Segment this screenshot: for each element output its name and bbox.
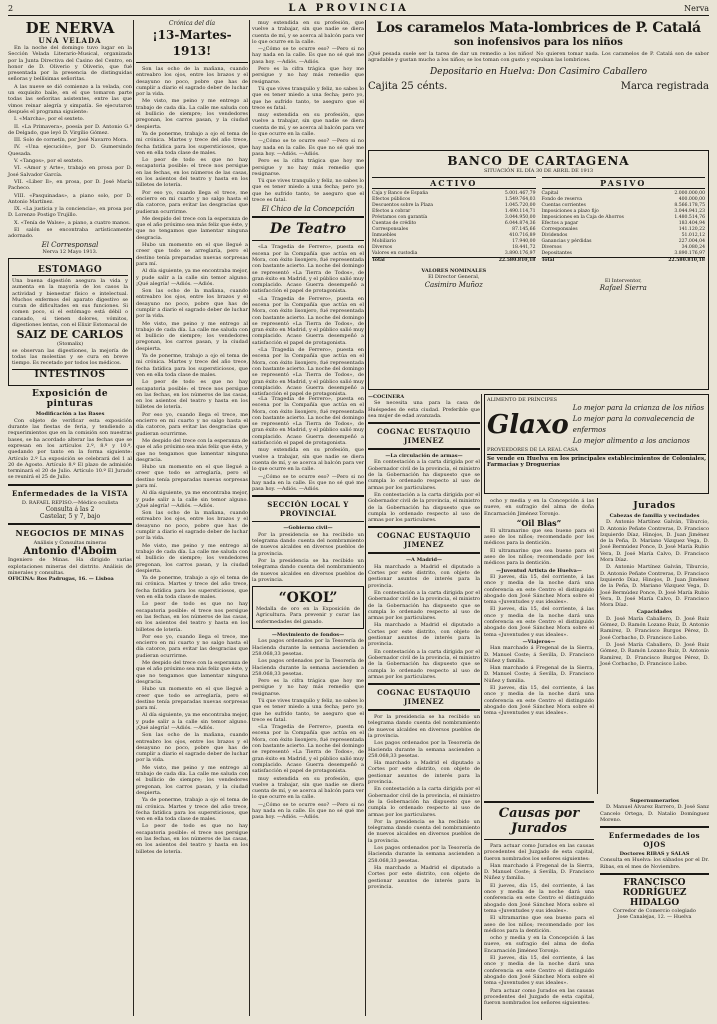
account-label: Cuentas corrientes <box>541 203 586 208</box>
ad-subtitle: son inofensivos para los niños <box>454 37 623 48</box>
paragraph: D. Antonio Martínez Galván, Tiburcio, D. Antonio Peñate Contreras, D. Francisco Izquierdo Díaz, Hinojos, D. Juan Jiménez de la Peña, D. Mariano Vázquez Vega, D. José Bermúdez Ponce, D. José María Rubio Vera, D. José María Calvo, D. Francisco Mora Díaz. <box>600 519 709 564</box>
account-label: Total <box>372 258 385 263</box>
causas-section <box>484 798 594 1020</box>
paragraph: —¿Cómo se te ocurre eso? —Pero si no hay nada en la calle. Es que no sé qué me pasa hoy. —Adiós. —Adiós. <box>252 138 364 157</box>
column-1 <box>8 20 132 1016</box>
paragraph: Me visto, me peino y me entrego al trabajo de cada día. La calle me saluda con el bullicio de siempre; los vendedores pregonan, los carros pasan, y la ciudad despierta. <box>136 320 248 352</box>
account-label: Ganancias y pérdidas <box>541 239 592 244</box>
ad-cognac: COGNAC EUSTAQUIO JIMENEZ <box>377 688 471 707</box>
ad-title: Enfermedades de los OJOS <box>608 831 701 850</box>
paragraph: Para actuar como Jurados en las causas procedentes del Juzgado de esta capital, fueron nombrados los señores siguientes: <box>484 843 594 862</box>
account-value: 8.566.178,75 <box>674 203 705 208</box>
account-value: 183.404,94 <box>678 221 705 226</box>
account-value: 1.549.764,03 <box>504 197 536 202</box>
paragraph: El ultramarino que sea bueno para el aseo de los niños; recomendado por los médicos para la dentición. <box>484 547 594 567</box>
paragraph: Son las ocho de la mañana, cuando entreabro los ojos, entre los brazos y el desayuno no poco, pobre que has de cumplir a diario el sagrado deber de luchar por la vida. <box>136 732 248 764</box>
signature-name: Rafael Sierra <box>599 284 647 293</box>
article-title: Exposición de pinturas <box>31 389 109 410</box>
account-value: 5.001.467,79 <box>504 191 536 196</box>
table-row <box>372 258 536 265</box>
paragraph: En contestación a la carta dirigida por el Gobernador civil de la provincia, el ministro de la Gobernación ha dispuesto que se cumpla lo ordenado respecto al uso de armas por los particulares. <box>368 786 480 818</box>
paragraph: Por la presidencia se ha recibido un telegrama dando cuenta del nombramiento de nuevos alcaldes en diversos pueblos de la provincia. <box>252 531 364 557</box>
program-item: VIII. «Pasquinadas», a piano solo, por D. Antonio Martínez. <box>8 192 132 205</box>
paragraph: Al día siguiente, ya me encontraba mejor, y pude salir a la calle sin temor alguno. ¡Qué alegría! —Adiós. —Adiós. <box>136 490 248 509</box>
activo-table <box>372 191 536 264</box>
account-value: 1.490.114,71 <box>504 209 536 214</box>
paragraph: Tú que vives tranquilo y feliz, no sabes lo que es tener miedo a una fecha; pero yo, que he sufrido tanto, te aseguro que el trece es fatal. <box>252 178 364 204</box>
paragraph: muy extendida en su profesión, que vuelve a trabajar, sin que nadie se diera cuenta de mí, y se acerca al balcón para ver lo que ocurre en la calle. <box>252 112 364 138</box>
paragraph: El jueves, día 15, del corriente, á las once y media de la noche dará una conferencia en este Centro el distinguido abogado don José Sánchez Mora sobre el tema «Juventudes y sus ideales». <box>484 573 594 606</box>
paragraph: Son las ocho de la mañana, cuando entreabro los ojos, entre los brazos y el desayuno no poco, pobre que has de cumplir a diario el sagrado deber de luchar por la vida. <box>136 66 248 98</box>
article-subtitle: UNA VELADA <box>38 36 102 45</box>
account-label: Depositantes <box>541 251 572 256</box>
okol-brand: “OKOL” <box>278 590 338 607</box>
paragraph: El jueves, día 15, del corriente, á las once y media de la noche dará una conferencia en este Centro el distinguido abogado don José Sánchez Mora sobre el tema «Juventudes y sus ideales». <box>484 955 594 987</box>
paragraph: —¿Cómo se te ocurre eso? —Pero si no hay nada en la calle. Es que no sé qué me pasa hoy. —Adiós. —Adiós. <box>252 46 364 65</box>
paragraph: Por la presidencia se ha recibido un telegrama dando cuenta del nombramiento de nuevos alcaldes en diversos pueblos de la provincia. <box>368 818 480 844</box>
paper-name: LA PROVINCIA <box>288 3 409 14</box>
account-value: 227.004,04 <box>678 239 705 244</box>
caramelos-ad <box>368 20 709 146</box>
column-6-lower <box>600 798 709 1020</box>
paragraph: Han marchado á Fregenal de la Sierra, D. Manuel Coste; á Sevilla, D. Francisco Núñez y familia. <box>484 645 594 664</box>
paragraph: El ultramarino que sea bueno para el aseo de los niños; recomendado por los médicos para la dentición. <box>484 915 594 934</box>
ad-footer: INTESTINOS <box>12 369 128 380</box>
account-label: Fondo de reserva <box>541 197 582 202</box>
account-value: 400.000,00 <box>678 197 705 202</box>
column-2 <box>136 20 248 1016</box>
account-label: Inmuebles <box>372 233 397 238</box>
ad-sale: Se vende en Huelva en los principales establecimientos de Coloniales, Farmacias y Droguerías <box>487 455 706 468</box>
paragraph: «La Tragedia de Ferrero», puesta en escena por la Compañía que actúa en el Mora, con éxito lisonjero, fué representada con bastante acierto. La noche del domingo se representó «La Tierra de Todos», de gran éxito en Madrid, y el público salió muy complacido. Acaso Guerra desempeñó a satisfacción el papel de protagonista. <box>252 724 364 775</box>
account-label: Diversos <box>372 245 393 250</box>
ad-title: NEGOCIOS DE MINAS <box>15 528 125 539</box>
table-row <box>542 258 706 265</box>
paragraph: Ha marchado a Madrid el diputado a Cortes por este distrito, con objeto de gestionar asuntos de interés para la provincia. <box>368 622 480 648</box>
paragraph: Ha marchado a Madrid el diputado a Cortes por este distrito, con objeto de gestionar asuntos de interés para la provincia. <box>368 864 480 890</box>
paragraph: Ya de ponerme, trabajo a ojo el tema de mi crónica. Martes y trece del año trece, fecha fatídica para los supersticiosos, que ven en ella toda clase de males. <box>136 353 248 378</box>
program-item: V. «Tangos», por el sexteto. <box>14 158 84 165</box>
ad-line: Consulta á las 2 <box>45 506 95 514</box>
paragraph: Lo peor de todo es que no hay escapatoria posible: el trece nos persigue en las fechas, en los números de las casas, en los asientos del teatro y hasta en los billetes de lotería. <box>136 379 248 411</box>
paragraph: Al día siguiente, ya me encontraba mejor, y pude salir a la calle sin temor alguno. ¡Qué alegría! —Adiós. —Adiós. <box>136 712 248 731</box>
account-label: Préstamos con garantía <box>372 215 428 220</box>
subhead: Supernumerarios <box>630 798 679 804</box>
paragraph: Hubo un momento en el que llegué a creer que todo se arreglaría, pero el destino tenía preparadas nuevas sorpresas para mí. <box>136 464 248 489</box>
valores-label: VALORES NOMINALES <box>421 268 487 274</box>
ad-name: Antonio d'Aboim <box>23 546 117 558</box>
subhead: —A Madrid— <box>406 557 442 564</box>
brand-sub: (Stomalix) <box>56 341 84 348</box>
paragraph: Me visto, me peino y me entrego al trabajo de cada día. La calle me saluda con el bullicio de siempre; los vendedores pregonan, los carros pasan, y la ciudad despierta. <box>136 542 248 574</box>
ad-title: ESTOMAGO <box>12 265 128 276</box>
estomago-ad <box>8 258 132 387</box>
account-label: Imposiciones en la Caja de Ahorros <box>541 215 624 220</box>
paragraph: Me despido del trece con la esperanza de que el año próximo sea más feliz que éste, y que no tengamos que lamentar ninguna desgracia. <box>136 215 248 241</box>
column-rule <box>249 20 250 1016</box>
ad-body: ¡Qué pesada suele ser la tarea de dar un remedio a los niños! No quieren tomar nada. Los caramelos de P. Catalá son de sabor agradable y gustan mucho a los niños; se los toman con gusto y expulsan las lombrices. <box>368 51 709 64</box>
ad-cognac: COGNAC EUSTAQUIO JIMENEZ <box>377 531 471 550</box>
article-title: DE NERVA <box>25 19 115 37</box>
paragraph: Por la presidencia se ha recibido un telegrama dando cuenta del nombramiento de nuevos alcaldes en diversos pueblos de la provincia. <box>368 714 480 739</box>
account-label: Descuentos sobre la Plaza <box>372 203 433 208</box>
account-label: Valores en custodia <box>372 251 418 256</box>
account-label: Corresponsales <box>372 227 409 232</box>
ad-line: Castelar, 5 y 7, bajo <box>39 513 101 521</box>
paragraph: El jueves, día 15, del corriente, á las once y media de la noche dará una conferencia en este Centro el distinguido abogado don José Sánchez Mora sobre el tema «Juventudes y sus ideales». <box>484 685 594 717</box>
program-item: IV. «Una ejecución», por D. Gumersindo Quesada. <box>8 144 132 157</box>
paragraph: Lo peor de todo es que no hay escapatoria posible: el trece nos persigue en las fechas, en los números de las casas, en los asientos del teatro y hasta en los billetes de lotería. <box>136 601 248 633</box>
paragraph: «La Tragedia de Ferrero», puesta en escena por la Compañía que actúa en el Mora, con éxito lisonjero, fué representada con bastante acierto. La noche del domingo se representó «La Tierra de Todos», de gran éxito en Madrid, y el público salió muy complacido. Acaso Guerra desempeñó a satisfacción el papel de protagonista. <box>252 396 364 447</box>
paragraph: Al día siguiente, ya me encontraba mejor, y pude salir a la calle sin temor alguno. ¡Qué alegría! —Adiós. —Adiós. <box>136 268 248 287</box>
column-3-lower <box>252 396 364 1020</box>
page-number: 2 <box>8 4 14 13</box>
paragraph: Son las ocho de la mañana, cuando entreabro los ojos, entre los brazos y el desayuno no poco, pobre que has de cumplir a diario el sagrado deber de luchar por la vida. <box>136 510 248 542</box>
paragraph: En contestación a la carta dirigida por el Gobernador civil de la provincia, el ministro de la Gobernación ha dispuesto que se cumpla lo ordenado respecto al uso de armas por los particulares. <box>368 648 480 680</box>
subhead: —Juventud Artista de Huelva— <box>496 567 582 574</box>
ad-strap: ALIMENTO DE PRÍNCIPES <box>487 397 558 403</box>
ad-depot: Depositario en Huelva: Don Casimiro Caballero <box>429 66 648 77</box>
program-item: III. Solo de cornetín, por José Navarro Mora. <box>14 137 128 144</box>
account-value: 51.012,12 <box>681 233 705 238</box>
column-rule <box>481 394 482 1020</box>
subhead: —Viajeros— <box>522 638 556 645</box>
brand-name: SAIZ DE CARLOS <box>16 328 124 342</box>
ad-provider: PROVEEDORES DE LA REAL CASA <box>487 447 578 454</box>
account-value: 34.080,24 <box>681 245 705 250</box>
ad-line: D. RAFAEL REPISO.—Médico oculista <box>21 499 119 506</box>
account-value: 3.044.941,23 <box>674 209 705 214</box>
account-value: 6.044.874,36 <box>504 221 536 226</box>
account-label: Efectos a pagar <box>541 221 579 226</box>
ad-line: Lo mejor alimento a los ancianos <box>572 437 690 446</box>
paragraph: muy extendida en su profesión, que vuelve a trabajar, sin que nadie se diera cuenta de mí, y se acerca al balcón para ver lo que ocurre en la calle. <box>252 447 364 473</box>
column-6 <box>600 498 709 794</box>
masthead-right: Nerva <box>684 4 709 13</box>
account-value: 1.480.514,76 <box>674 215 705 220</box>
paragraph: Pero es la cifra trágica que hoy me persigue y no hay más remedio que resignarse. <box>252 678 364 697</box>
paragraph: Se necesita una para la casa de Huéspedes de esta ciudad. Preferible que sea mujer de edad avanzada. <box>368 400 480 419</box>
subhead: —Gobierno civil— <box>283 525 333 532</box>
subhead: —La circulación de armas— <box>385 453 463 460</box>
ad-body: Una buena digestión asegura la vida y aumenta en la mayoría de los casos la actividad y bienestar físico e intelectual. Muchos enfermos del aparato digestivo se curan de dificultades en sus funciones. Si comen poco, si el estómago está débil o cansado, si tienen dolores, vómitos, digestiones lentas, con el Elixir Estomacal de <box>12 277 128 328</box>
paragraph: Me visto, me peino y me entrego al trabajo de cada día. La calle me saluda con el bullicio de siempre; los vendedores pregonan, los carros pasan, y la ciudad despierta. <box>136 764 248 796</box>
ad-body: Medalla de oro en la Exposición de Agricultura. Para prevenir y curar las enfermedades del ganado. <box>256 606 360 625</box>
paragraph: Por la presidencia se ha recibido un telegrama dando cuenta del nombramiento de nuevos alcaldes en diversos pueblos de la provincia. <box>252 557 364 583</box>
paragraph: muy extendida en su profesión, que vuelve a trabajar, sin que nadie se diera cuenta de mí, y se acerca al balcón para ver lo que ocurre en la calle. <box>252 20 364 45</box>
program-item: IX. «La justicia y la conciencia», en prosa por D. Lorenzo Postigo Trujillo. <box>8 206 132 219</box>
paragraph: Ya de ponerme, trabajo a ojo el tema de mi crónica. Martes y trece del año trece, fecha fatídica para los supersticiosos, que ven en ella toda clase de males. <box>136 575 248 601</box>
paragraph: El jueves, día 15, del corriente, á las once y media de la noche dará una conferencia en este Centro el distinguido abogado don José Sánchez Mora sobre el tema «Juventudes y sus ideales». <box>484 882 594 914</box>
paragraph: Lo peor de todo es que no hay escapatoria posible: el trece nos persigue en las fechas, en los números de las casas, en los asientos del teatro y hasta en los billetes de lotería. <box>136 823 248 855</box>
paragraph: Con objeto de verificar esta exposición durante las fiestas de feria, y tendiendo a requerimientos que en la comisión son nuestras bases, se ha acordado alterar las fechas que se expresan en los artículos 2.º, 8.º y 10.º, quedando por tanto en la forma siguiente: Artículo 2.º La exposición se celebrará del 1 al 20 de Agosto. Artículo 8.º El plazo de admisión terminará el 20 de Julio. Artículo 10.º El Jurado se reunirá el 25 de Julio. <box>8 417 132 481</box>
ad-line: Jose Canalejas, 12. — Huelva <box>617 914 692 921</box>
pasivo-header: PASIVO <box>542 177 706 189</box>
ad-line: OFICINA: Ros Padrugas, 16. — Lisboa <box>8 576 114 583</box>
paragraph: Hubo un momento en el que llegué a creer que todo se arreglaría, pero el destino tenía preparadas nuevas sorpresas para mí. <box>136 686 248 712</box>
paragraph: Ha marchado a Madrid el diputado a Cortes por este distrito, con objeto de gestionar asuntos de interés para la provincia. <box>368 760 480 786</box>
signature-name: Casimiro Muñoz <box>424 280 483 289</box>
account-label: Diversos <box>541 245 562 250</box>
account-value: 141.120,22 <box>678 227 705 232</box>
account-value: 18.441,72 <box>512 245 536 250</box>
paragraph: En contestación a la carta dirigida por el Gobernador civil de la provincia, el ministro de la Gobernación ha dispuesto que se cumpla lo ordenado respecto al uso de armas por los particulares. <box>368 491 480 524</box>
signature: El Corresponsal <box>41 240 99 249</box>
program-item: VI. «Amor y Arte», trabajo en prosa por D. José Salvador García. <box>8 165 132 178</box>
account-value: 22.580.810,18 <box>498 258 536 263</box>
ad-name: FRANCISCO RODRÍGUEZ HIDALGO <box>622 878 687 909</box>
paragraph: Hubo un momento en el que llegué a creer que todo se arreglaría, pero el destino tenía preparadas nuevas sorpresas para mí. <box>136 242 248 267</box>
lower-right <box>484 498 709 1020</box>
column-3 <box>252 20 364 398</box>
masthead <box>8 2 709 16</box>
paragraph: Han marchado á Fregenal de la Sierra, D. Manuel Coste; á Sevilla, D. Francisco Núñez y familia. <box>484 862 594 882</box>
glaxo-logo: Glaxo <box>487 410 569 441</box>
account-label: Corresponsales <box>541 227 578 232</box>
ad-title: Enfermedades de la VISTA <box>11 488 129 498</box>
ad-line: Lo mejor para la crianza de los niños <box>572 404 705 413</box>
ad-body: se observan las digestiones, la mejoría de todas las molestias y se cura en breve tiempo. Es recetado por todos los médicos. <box>12 347 128 367</box>
section-title: SECCIÓN LOCAL Y PROVINCIAL <box>267 500 349 519</box>
section-title: Causas por Jurados <box>498 806 580 836</box>
account-value: 2.000.000,00 <box>674 191 705 196</box>
paragraph: Para actuar como Jurados en las causas procedentes del Juzgado de esta capital, fueron nombrados los señores siguientes: <box>484 987 594 1007</box>
paragraph: El salón se encontraba artísticamente adornado. <box>8 227 132 240</box>
paragraph: Son las ocho de la mañana, cuando entreabro los ojos, entre los brazos y el desayuno no poco, pobre que has de cumplir a diario el sagrado deber de luchar por la vida. <box>136 288 248 320</box>
paragraph: Me visto, me peino y me entrego al trabajo de cada día. La calle me saluda con el bullicio de siempre; los vendedores pregonan, los carros pasan, y la ciudad despierta. <box>136 98 248 130</box>
paragraph: ocho y media y en la Concepción á las nueve, en sufragio del alma de doña Encarnación Jiménez Toronjo. <box>484 935 594 954</box>
ad-mark: Marca registrada <box>620 80 709 92</box>
account-label: Efectos públicos <box>372 197 411 202</box>
ad-line: Doctores RIBAS y SALAS <box>619 851 690 858</box>
account-value: 3.890.176,97 <box>504 251 536 256</box>
paragraph: Por eso yo, cuando llega el trece, me encierro en mi cuarto y no salgo hasta el día catorce, para evitar las desgracias que pudieran ocurrirme. <box>136 411 248 437</box>
paragraph: A las nueve se dió comienzo a la velada, con un exquisito baile, en el que tomaron parte todas las señoritas asistentes, entre las que vimos reinar alegría y simpatía. Se ejecutaron después el programa siguiente: <box>8 83 132 115</box>
account-label: Efectos a cobrar <box>372 209 411 214</box>
article-subtitle: Modificación a las Bases <box>35 411 105 418</box>
account-value: 1.045.720,00 <box>504 203 536 208</box>
column-rule <box>365 20 366 1016</box>
paragraph: D. Antonio Martínez Galván, Tiburcio, D. Antonio Peñate Contreras, D. Francisco Izquierdo Díaz, Hinojos, D. Juan Jiménez de la Peña, D. Mariano Vázquez Vega, D. José Bermúdez Ponce, D. José María Rubio Vera, D. José María Calvo, D. Francisco Mora Díaz. <box>600 564 709 609</box>
paragraph: En contestación a la carta dirigida por el Gobernador civil de la provincia, el ministro de la Gobernación ha dispuesto que se cumpla lo ordenado respecto al uso de armas por los particulares. <box>368 589 480 622</box>
program-item: I. «Marcha», por el sexteto. <box>14 116 85 123</box>
paragraph: «La Tragedia de Ferrero», puesta en escena por la Compañía que actúa en el Mora, con éxito lisonjero, fué representada con bastante acierto. La noche del domingo se representó «La Tierra de Todos», de gran éxito en Madrid, y el público salió muy complacido. Acaso Guerra desempeñó a satisfacción el papel de protagonista. <box>252 295 364 346</box>
paragraph: ocho y media y en la Concepción á las nueve, en sufragio del alma de doña Encarnación Jiménez Toronjo. <box>484 498 594 517</box>
bank-situation: SITUACIÓN EL DÍA 30 DE ABRIL DE 1913 <box>483 168 594 174</box>
subhead: Capacidades <box>636 609 673 616</box>
subhead: —COCINERA <box>368 394 405 400</box>
section-title: Jurados <box>633 501 676 511</box>
paragraph: —¿Cómo se te ocurre eso? —Pero si no hay nada en la calle. Es que no sé qué me pasa hoy. —Adiós. —Adiós. <box>252 801 364 821</box>
paragraph: Tú que vives tranquilo y feliz, no sabes lo que es tener miedo a una fecha; pero yo, que he sufrido tanto, te aseguro que el trece es fatal. <box>252 85 364 111</box>
paragraph: Por eso yo, cuando llega el trece, me encierro en mi cuarto y no salgo hasta el día catorce, para evitar las desgracias que pudieran ocurrirme. <box>136 189 248 215</box>
account-value: 3.890.176,97 <box>674 251 705 256</box>
paragraph: En contestación a la carta dirigida por el Gobernador civil de la provincia, el ministro de la Gobernación ha dispuesto que se cumpla lo ordenado respecto al uso de armas por los particulares. <box>368 459 480 491</box>
bank-title: BANCO DE CARTAGENA <box>447 154 630 168</box>
ad-line: Análisis y Consultas mineras <box>33 540 107 547</box>
paragraph: Los pagos ordenados por la Tesorería de Hacienda durante la semana ascienden a 258.068,33 pesetas. <box>368 845 480 864</box>
ad-body: Consulta en Huelva: los sábados por el Dr. Ribas, en el mes de Noviembre. <box>600 857 709 870</box>
paragraph: Los pagos ordenados por la Tesorería de Hacienda durante la semana ascienden a 258.068,33 pesetas. <box>252 638 364 657</box>
paragraph: Por eso yo, cuando llega el trece, me encierro en mi cuarto y no salgo hasta el día catorce, para evitar las desgracias que pudieran ocurrirme. <box>136 633 248 659</box>
ad-body: Ingeniero de Minas. Ha dirigido varias explotaciones mineras del distrito. Análisis de minerales y consultas. <box>8 557 132 576</box>
article-title: ¡13-Martes-1913! <box>152 28 232 58</box>
paragraph: Pero es la cifra trágica que hoy me persigue y no hay más remedio que resignarse. <box>252 158 364 177</box>
section-title: De Teatro <box>270 221 346 238</box>
account-label: Mobiliario <box>372 239 396 244</box>
subhead: Cabezas de familia y vecindades <box>609 513 700 519</box>
signature-label: El Interventor, <box>604 278 642 284</box>
column-5 <box>484 498 594 794</box>
ad-title: Los caramelos Mata-lombrices de P. Catalá <box>376 20 701 36</box>
ad-price: Cajita 25 cénts. <box>368 80 448 92</box>
account-value: 410.716,89 <box>509 233 536 238</box>
paragraph: muy extendida en su profesión, que vuelve a trabajar, sin que nadie se diera cuenta de mí, y se acerca al balcón para ver lo que ocurre en la calle. <box>252 775 364 801</box>
paragraph: D. José María Caballero, D. José Ruiz Gómez, D. Ramón Lozano Ruiz, D. Antonio Ramírez, D. Francisco Burgos Pérez, D. José Corbacho, D. Francisco Lobo. <box>600 641 709 667</box>
column-rule <box>133 20 134 1016</box>
paragraph: «La Tragedia de Ferrero», puesta en escena por la Compañía que actúa en el Mora, con éxito lisonjero, fué representada con bastante acierto. La noche del domingo se representó «La Tierra de Todos», de gran éxito en Madrid, y el público salió muy complacido. Acaso Guerra desempeñó a satisfacción el papel de protagonista. <box>252 244 364 295</box>
program-item: II. «La Primavera», poesía por D. Antonio G.ª de Delgado, que leyó D. Virgilio Gómez. <box>8 123 132 136</box>
paragraph: Tú que vives tranquilo y feliz, no sabes lo que es tener miedo a una fecha; pero yo, que he sufrido tanto, te aseguro que el trece es fatal. <box>252 697 364 723</box>
paragraph: Ya de ponerme, trabajo a ojo el tema de mi crónica. Martes y trece del año trece, fecha fatídica para los supersticiosos, que ven en ella toda clase de males. <box>136 130 248 156</box>
account-value: 17.940,00 <box>512 239 536 244</box>
account-label: Caja y Banco de España <box>372 191 429 196</box>
article-kicker: Crónica del día <box>168 20 216 27</box>
bank-statement <box>368 150 709 390</box>
signature-label: El Director General, <box>428 274 480 281</box>
paragraph: Ya de ponerme, trabajo a ojo el tema de mi crónica. Martes y trece del año trece, fecha fatídica para los supersticiosos, que ven en ella toda clase de males. <box>136 797 248 823</box>
paragraph: D. Manuel Álvarez Barrero, D. José Sanz Cancelo Ortega, D. Natalio Domínguez Moreno. <box>600 804 709 823</box>
program-item: VII. «Liber Il», en prosa, por D. José María Pacheco. <box>8 178 132 192</box>
subhead: “Oil Blas” <box>516 517 562 528</box>
account-label: Total <box>541 258 555 263</box>
paragraph: Me despido del trece con la esperanza de que el año próximo sea más feliz que éste, y que no tengamos que lamentar ninguna desgracia. <box>136 660 248 685</box>
subhead: —Movimiento de fondos— <box>271 632 345 639</box>
paragraph: El jueves, día 15, del corriente, á las once y media de la noche dará una conferencia en este Centro el distinguido abogado don José Sánchez Mora sobre el tema «Juventudes y sus ideales». <box>484 606 594 638</box>
paragraph: Pero es la cifra trágica que hoy me persigue y no hay más remedio que resignarse. <box>252 66 364 85</box>
paragraph: En la noche del domingo tuvo lugar en la Sección Velada Literario-Musical, organizada por la Junta Directiva del Casino del Centro, en honor de D. Oliverio y Oliverio, que fué presentada por la presencia de distinguidas señoras y bellísimas señoritas. <box>8 45 132 83</box>
account-value: 22.580.810,18 <box>668 258 705 263</box>
paragraph: Me despido del trece con la esperanza de que el año próximo sea más feliz que éste, y que no tengamos que lamentar ninguna desgracia. <box>136 437 248 463</box>
paragraph: Lo peor de todo es que no hay escapatoria posible: el trece nos persigue en las fechas, en los números de las casas, en los asientos del teatro y hasta en los billetes de lotería. <box>136 157 248 189</box>
account-value: 3.044.950,00 <box>504 215 536 220</box>
pasivo-table <box>542 191 706 264</box>
program-item: X. «Tenía de Walse», a piano, a cuatro manos. <box>14 219 131 226</box>
signature: El Chico de la Concepción <box>261 205 355 214</box>
dateline: Nerva 12 Mayo 1913. <box>42 248 98 255</box>
ad-cognac: COGNAC EUSTAQUIO JIMENEZ <box>377 427 471 446</box>
paragraph: Ha marchado a Madrid el diputado a Cortes por este distrito, con objeto de gestionar asuntos de interés para la provincia. <box>368 563 480 589</box>
paragraph: Los pagos ordenados por la Tesorería de Hacienda durante la semana ascienden a 258.068,33 pesetas. <box>252 658 364 677</box>
account-value: 87.145,66 <box>512 227 536 232</box>
ad-line: Lo mejor para la convalecencia de enfermos <box>572 415 695 435</box>
activo-header: ACTIVO <box>372 177 536 189</box>
account-label: Dividendos <box>541 233 568 238</box>
account-label: Capital <box>541 191 559 196</box>
paragraph: El ultramarino que sea bueno para el aseo de los niños; recomendado por los médicos para la dentición. <box>484 527 594 547</box>
account-label: Imposiciones a plazo fijo <box>541 209 599 214</box>
paragraph: Los pagos ordenados por la Tesorería de Hacienda durante la semana ascienden a 258.068,33 pesetas. <box>368 740 480 759</box>
glaxo-ad <box>484 394 709 494</box>
account-label: Cuentas de crédito <box>372 221 417 226</box>
column-4 <box>368 394 480 1020</box>
ad-line: Corredor de Comercio colegiado <box>613 908 696 915</box>
paragraph: Han marchado á Fregenal de la Sierra, D. Manuel Coste; á Sevilla, D. Francisco Núñez y familia. <box>484 665 594 684</box>
paragraph: —¿Cómo se te ocurre eso? —Pero si no hay nada en la calle. Es que no sé qué me pasa hoy. —Adiós. —Adiós. <box>252 473 364 493</box>
paragraph: «La Tragedia de Ferrero», puesta en escena por la Compañía que actúa en el Mora, con éxito lisonjero, fué representada con bastante acierto. La noche del domingo se representó «La Tierra de Todos», de gran éxito en Madrid, y el público salió muy complacido. Acaso Guerra desempeñó a satisfacción el papel de protagonista. <box>252 347 364 398</box>
paragraph: D. José María Caballero, D. José Ruiz Gómez, D. Ramón Lozano Ruiz, D. Antonio Ramírez, D. Francisco Burgos Pérez, D. José Corbacho, D. Francisco Lobo. <box>600 615 709 641</box>
